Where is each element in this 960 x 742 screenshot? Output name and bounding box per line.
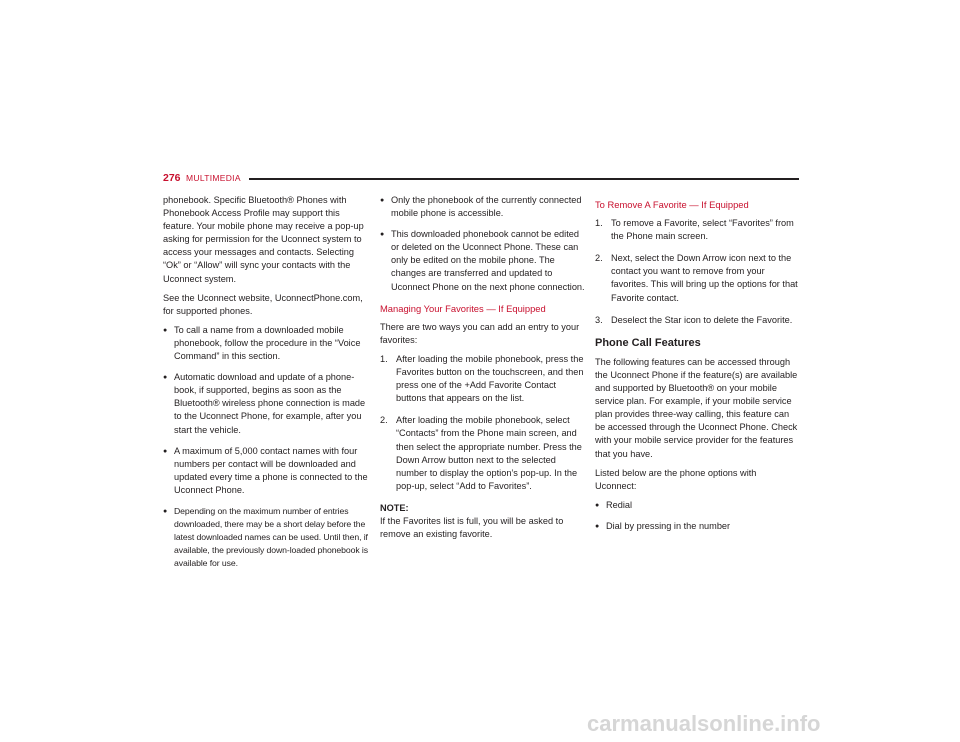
note-text: If the Favorites list is full, you will be asked to remove an existing favorite. bbox=[380, 515, 564, 540]
step-text: Deselect the Star icon to delete the Favorite. bbox=[611, 314, 793, 325]
paragraph: See the Uconnect website, UconnectPhone.com, for supported phones. bbox=[163, 292, 363, 316]
paragraph: The following features can be accessed through the Uconnect Phone if the feature(s) are available and supported by Bluetooth® on your mobile service plan. For example, if your mobile service plan provides three-way calling, this feature can be accessed through the Uconnect Phone. Check with your mobile service provider for the features that you have. bbox=[595, 356, 798, 459]
page-header bbox=[163, 172, 799, 186]
numbered-step bbox=[595, 252, 800, 304]
numbered-step bbox=[595, 217, 800, 243]
step-number: 2. bbox=[595, 253, 603, 264]
bullet-item: ● Automatic download and update of a phone-book, if supported, begins as soon as the Bluetooth® wireless phone connection is made to the Uconnect Phone, for example, after you start the vehicle. bbox=[163, 371, 368, 436]
subheading-managing-favorites: Managing Your Favorites — If Equipped bbox=[380, 302, 546, 314]
bullet-item: ● Redial bbox=[595, 499, 800, 512]
step-number: 3. bbox=[595, 314, 603, 325]
subheading-remove-favorite: To Remove A Favorite — If Equipped bbox=[595, 199, 749, 210]
step-text: Next, select the Down Arrow icon next to the contact you want to remove from your favorites. This will bring up the options for that Favorite contact. bbox=[611, 253, 798, 303]
column-1 bbox=[163, 194, 368, 578]
paragraph: There are two ways you can add an entry to your favorites: bbox=[380, 321, 580, 345]
paragraph: phonebook. Specific Bluetooth® Phones with Phonebook Access Profile may support this feature. Your mobile phone may receive a pop-up asking for permission for the Uconnect system to access your messages and contacts. Selecting “Ok” or “Allow” will sync your contacts with the Uconnect system. bbox=[163, 195, 364, 284]
numbered-step bbox=[380, 414, 585, 493]
bullet-item: ● This downloaded phonebook cannot be edited or deleted on the Uconnect Phone. These can only be edited on the mobile phone. The changes are transferred and updated to Uconnect Phone on the next phone connection. bbox=[380, 228, 585, 293]
step-number: 2. bbox=[380, 415, 388, 426]
bullet-item: ● Only the phonebook of the currently connected mobile phone is accessible. bbox=[380, 194, 585, 220]
numbered-step bbox=[380, 353, 585, 405]
bullet-item: ● Depending on the maximum number of entries downloaded, there may be a short delay before the latest downloaded names can be used. Until then, if available, the previously down-loaded phonebook is available for use. bbox=[163, 505, 368, 570]
step-number: 1. bbox=[380, 353, 388, 364]
column-2 bbox=[380, 194, 585, 541]
step-text: After loading the mobile phonebook, select “Contacts” from the Phone main screen, and then select the appropriate number. Press the Down Arrow button next to the selected number to display the option’s pop-up. In the pop-up, select “Add to Favorites”. bbox=[396, 415, 582, 491]
heading-phone-call-features: Phone Call Features bbox=[595, 336, 701, 349]
paragraph: Listed below are the phone options with Uconnect: bbox=[595, 467, 757, 491]
numbered-step bbox=[595, 314, 800, 327]
header-rule bbox=[249, 178, 799, 180]
step-number: 1. bbox=[595, 218, 603, 229]
section-title: MULTIMEDIA bbox=[186, 173, 241, 183]
step-text: To remove a Favorite, select “Favorites” from the Phone main screen. bbox=[611, 218, 794, 242]
watermark: carmanualsonline.info bbox=[587, 711, 821, 736]
bullet-item: ● To call a name from a downloaded mobile phonebook, follow the procedure in the “Voice Command” in this section. bbox=[163, 324, 368, 363]
bullet-item: ● A maximum of 5,000 contact names with four numbers per contact will be downloaded and updated every time a phone is connected to the Uconnect Phone. bbox=[163, 445, 368, 497]
column-3 bbox=[595, 194, 800, 541]
step-text: After loading the mobile phonebook, press the Favorites button on the touchscreen, and then press one of the +Add Favorite Contact buttons that appears on the list. bbox=[396, 353, 584, 404]
bullet-item: ● Dial by pressing in the number bbox=[595, 520, 800, 533]
page-number: 276 bbox=[163, 172, 181, 184]
note-label: NOTE: bbox=[380, 502, 409, 513]
